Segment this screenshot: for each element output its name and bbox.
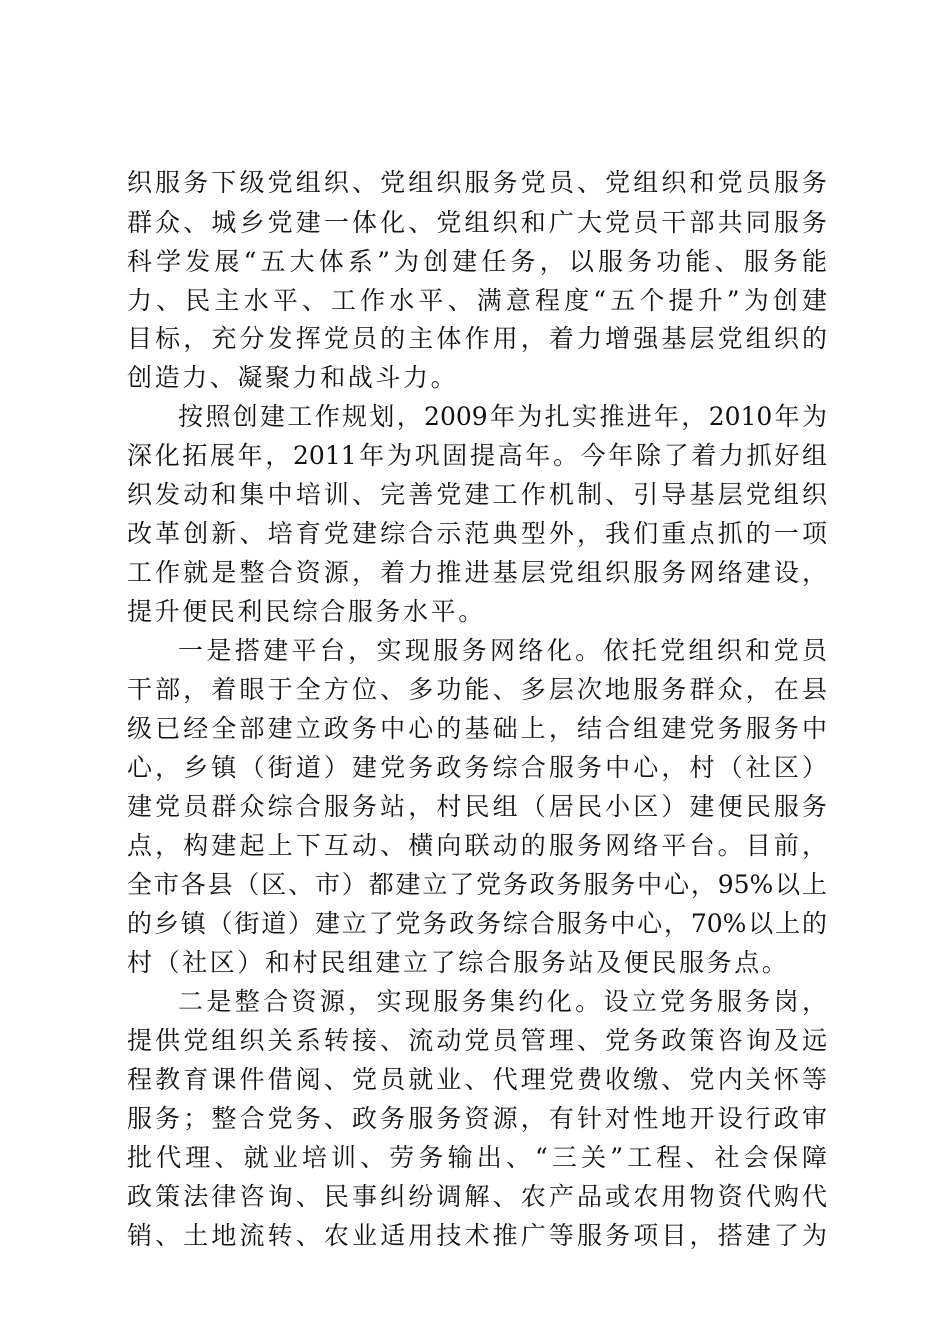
text-line: 程教育课件借阅、党员就业、代理党费收缴、党内关怀等 — [127, 1065, 827, 1094]
text-line: 建党员群众综合服务站，村民组（居民小区）建便民服务 — [127, 792, 827, 821]
text-line: 点，构建起上下互动、横向联动的服务网络平台。目前， — [127, 831, 827, 860]
text-line: 提升便民利民综合服务水平。 — [127, 597, 486, 626]
text-line: 干部，着眼于全方位、多功能、多层次地服务群众，在县 — [127, 675, 827, 704]
text-line: 织发动和集中培训、完善党建工作机制、引导基层党组织 — [127, 480, 827, 509]
text-line: 服务；整合党务、政务服务资源，有针对性地开设行政审 — [127, 1104, 827, 1133]
text-line: 心，乡镇（街道）建党务政务综合服务中心，村（社区） — [127, 753, 827, 782]
text-line: 村（社区）和村民组建立了综合服务站及便民服务点。 — [127, 948, 790, 977]
text-line: 织服务下级党组织、党组织服务党员、党组织和党员服务 — [127, 168, 827, 197]
text-line: 改革创新、培育党建综合示范典型外，我们重点抓的一项 — [127, 519, 827, 548]
text-line: 级已经全部建立政务中心的基础上，结合组建党务服务中 — [127, 714, 827, 743]
text-line: 力、民主水平、工作水平、满意程度“五个提升”为创建 — [127, 286, 827, 315]
text-line: 深化拓展年，2011年为巩固提高年。今年除了着力抓好组 — [127, 441, 827, 470]
text-line: 政策法律咨询、民事纠纷调解、农产品或农用物资代购代 — [127, 1182, 827, 1211]
text-line: 批代理、就业培训、劳务输出、“三关”工程、社会保障 — [127, 1143, 827, 1172]
text-line: 科学发展“五大体系”为创建任务，以服务功能、服务能 — [127, 247, 827, 276]
text-line: 的乡镇（街道）建立了党务政务综合服务中心，70%以上的 — [127, 909, 827, 938]
text-line: 提供党组织关系转接、流动党员管理、党务政策咨询及远 — [127, 1026, 827, 1055]
text-line: 群众、城乡党建一体化、党组织和广大党员干部共同服务 — [127, 208, 827, 237]
text-line: 销、土地流转、农业适用技术推广等服务项目，搭建了为 — [127, 1221, 827, 1250]
text-line: 工作就是整合资源，着力推进基层党组织服务网络建设， — [127, 558, 827, 587]
paragraph-first-line: 一是搭建平台，实现服务网络化。依托党组织和党员 — [178, 636, 827, 665]
text-line: 创造力、凝聚力和战斗力。 — [127, 363, 459, 392]
text-line: 全市各县（区、市）都建立了党务政务服务中心，95%以上 — [127, 870, 827, 899]
paragraph-first-line: 按照创建工作规划，2009年为扎实推进年，2010年为 — [178, 402, 827, 431]
paragraph-first-line: 二是整合资源，实现服务集约化。设立党务服务岗， — [178, 987, 827, 1016]
text-line: 目标，充分发挥党员的主体作用，着力增强基层党组织的 — [127, 324, 827, 353]
